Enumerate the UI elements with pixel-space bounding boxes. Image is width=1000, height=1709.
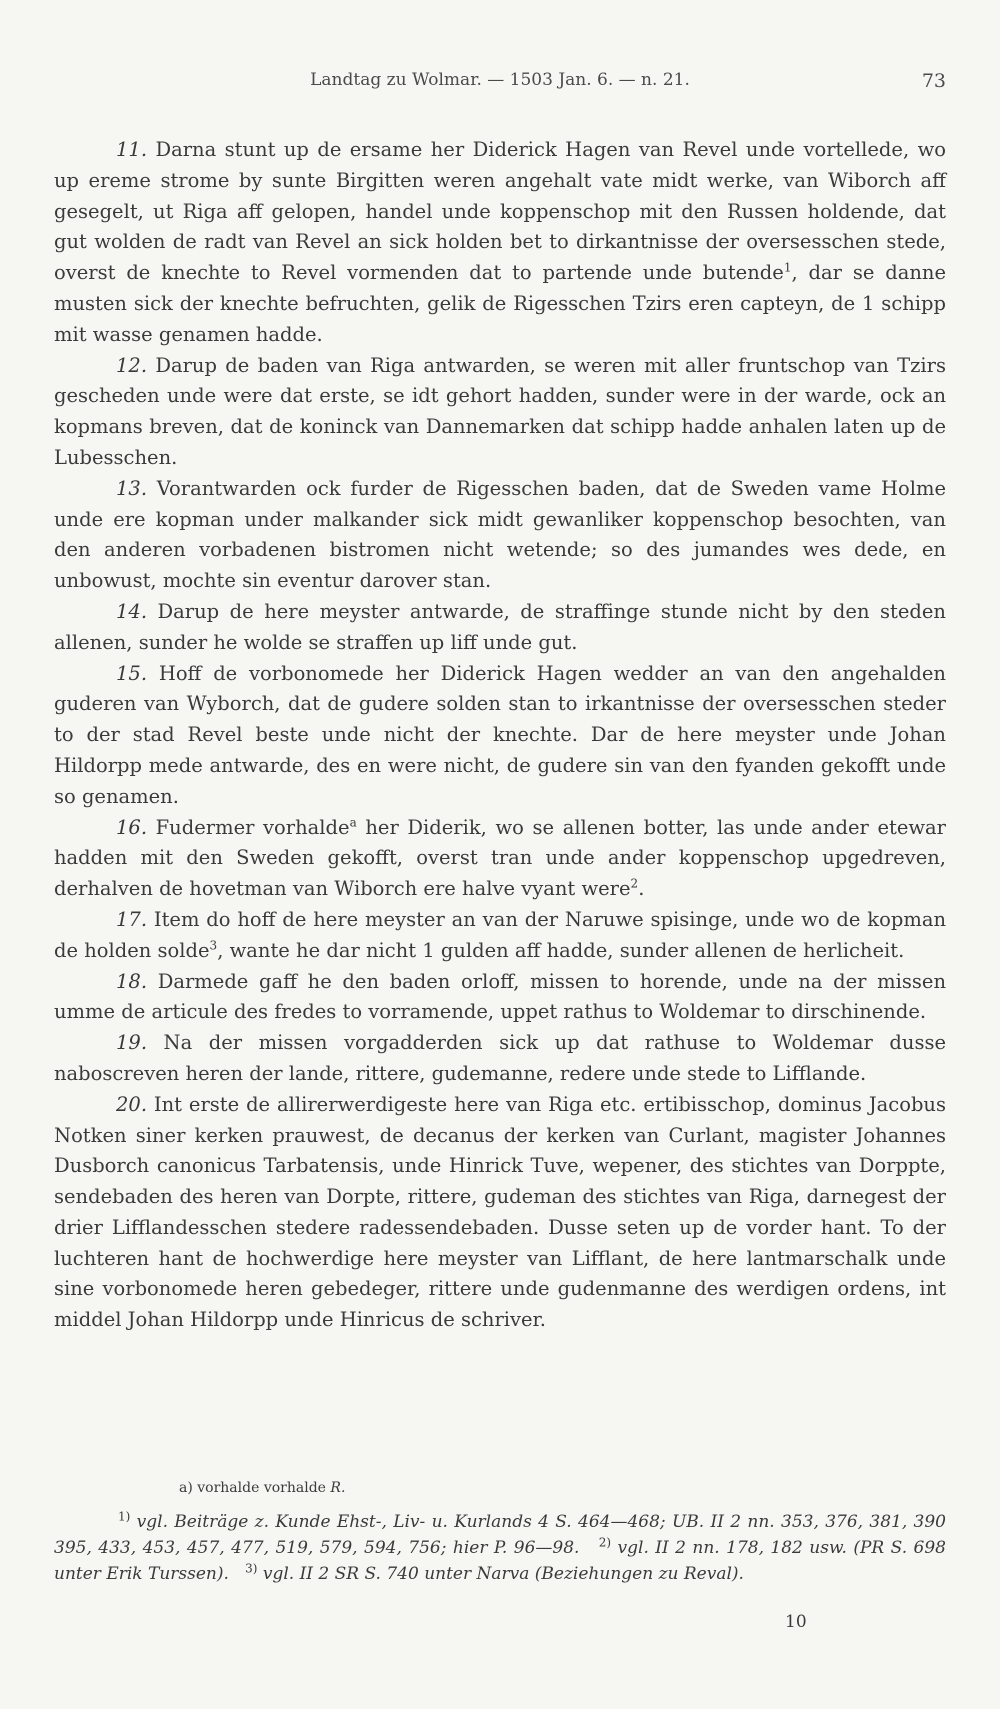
paragraph-number: 12. (116, 353, 148, 377)
paragraph-number: 14. (116, 599, 148, 623)
paragraph-text: Darup de baden van Riga antwarden, se weren mit aller fruntschop van Tzirs gescheden unde were dat erste, se idt gehort hadden, sunder were in der warde, ock an kopmans breven, dat de koninck van Dannemarken dat schipp hadde anhalen laten up de Lubesschen. (54, 353, 946, 469)
paragraph-number: 11. (116, 138, 148, 161)
apparatus-note-a (54, 1475, 946, 1501)
paragraph-13 (54, 474, 946, 597)
running-title: Landtag zu Wolmar. — 1503 Jan. 6. — n. 21. (310, 70, 690, 90)
page-header (54, 70, 946, 100)
footnote-3-text: vgl. II 2 SR S. 740 unter Narva (Beziehungen zu Reval). (262, 1564, 744, 1584)
paragraph-text: Int erste de allirerwerdigeste here van Riga etc. ertibisschop, dominus Jacobus Notken siner kerken prauwest, de decanus der kerken van Curlant, magister Johannes Dusborch canonicus Tarbatensis, unde Hinrick Tuve, wepener, des stichtes van Dorppte, sendebaden des heren van Dorpte, rittere, gudeman des stichtes van Riga, darnegest der drier Lifflandesschen stedere radessendebaden. Dusse seten up de vorder hant. To der luchteren hant de hochwerdige here meyster van Lifflant, de here lantmarschalk unde sine vorbonomede heren gebedeger, rittere unde gudenmanne des werdigen ordens, int middel Johan Hildorpp unde Hinricus de schriver. (54, 1092, 946, 1332)
footnote-1-text: vgl. Beiträge z. Kunde Ehst-, Liv- u. Kurlands 4 S. 464—468; UB. II 2 nn. 353, 376, 381, 390 395, 433, 453, 457, 477, 519, 579, 594, 756; hier P. 96—98. (54, 1512, 947, 1558)
page-number: 73 (921, 70, 946, 92)
paragraph-17 (54, 905, 946, 967)
sheet-number: 10 (785, 1612, 807, 1632)
footnote-3-mark: 3) (245, 1561, 258, 1576)
apparatus-siglum: R. (330, 1480, 346, 1496)
paragraph-20 (54, 1090, 946, 1336)
footnote-ref: 3 (209, 938, 218, 953)
paragraph-text: Fudermer vorhalde (155, 815, 350, 839)
paragraph-text: Darmede gaff he den baden orloff, missen to horende, unde na der missen umme de articule des fredes to vorramende, uppet rathus to Woldemar to dirschinende. (54, 969, 946, 1024)
paragraph-number: 18. (116, 969, 148, 993)
paragraph-text: her Diderik, wo se allenen botter, las unde ander etewar hadden mit den Sweden gekofft, overst tran unde ander koppenschop upgedreven, derhalven de hovetman van Wiborch ere halve vyant were (54, 815, 946, 901)
footnote-ref: 1 (783, 260, 792, 275)
paragraph-14 (54, 597, 946, 659)
paragraph-number: 17. (116, 907, 148, 931)
paragraph-15 (54, 659, 946, 813)
paragraph-text: Darna stunt up de ersame her Diderick Hagen van Revel unde vortellede, wo up ereme strome by sunte Birgitten weren angehalt vate midt werke, van Wiborch aff gesegelt, ut Riga aff gelopen, handel unde koppenschop mit den Russen holdende, dat gut wolden de radt van Revel an sick holden bet to dirkantnisse der oversesschen stede, overst de knechte to Revel vormenden dat to partende unde butende (54, 138, 946, 285)
paragraph-text: . (638, 877, 645, 901)
paragraph-text: Item do hoff de here meyster an van der Naruwe spisinge, unde wo de kopman de holden solde (54, 907, 947, 962)
paragraph-text: , dar se danne musten sick der knechte befruchten, gelik de Rigesschen Tzirs eren capteyn, de 1 schipp mit wasse genamen hadde. (54, 261, 946, 346)
footnote-2-text: vgl. II 2 nn. 178, 182 usw. (PR S. 698 unter Erik Turssen). (54, 1538, 946, 1584)
footnotes (54, 1475, 946, 1587)
paragraph-number: 13. (116, 476, 148, 500)
paragraph-11 (54, 135, 946, 351)
apparatus-ref: a (349, 815, 357, 830)
apparatus-text: a) vorhalde vorhalde (179, 1480, 326, 1496)
paragraph-text: Vorantwarden ock furder de Rigesschen baden, dat de Sweden vame Holme unde ere kopman under malkander sick midt gewanliker koppenschop besochten, van den anderen vorbadenen bistromen nicht wetende; so des jumandes wes dede, en unbowust, mochte sin eventur darover stan. (54, 476, 946, 593)
main-text (54, 135, 946, 1336)
paragraph-number: 19. (116, 1031, 148, 1055)
footnote-1-mark: 1) (118, 1509, 131, 1524)
footnote-ref: 2 (630, 876, 639, 891)
footnote-block (54, 1509, 946, 1587)
paragraph-number: 15. (116, 661, 148, 685)
paragraph-number: 20. (116, 1092, 148, 1116)
paragraph-16 (54, 813, 946, 905)
paragraph-18 (54, 967, 946, 1029)
paragraph-text: Darup de here meyster antwarde, de straffinge stunde nicht by den steden allenen, sunder he wolde se straffen up liff unde gut. (54, 599, 946, 654)
paragraph-12 (54, 351, 946, 474)
footnote-2-mark: 2) (598, 1535, 612, 1550)
paragraph-text: Hoff de vorbonomede her Diderick Hagen wedder an van den angehalden guderen van Wyborch, dat de gudere solden stan to irkantnisse der oversesschen steder to der stad Revel beste unde nicht der knechte. Dar de here meyster unde Johan Hildorpp mede antwarde, des en were nicht, de gudere sin van den fyanden gekofft unde so genamen. (54, 661, 946, 808)
paragraph-text: , wante he dar nicht 1 gulden aff hadde, sunder allenen de herlicheit. (217, 938, 905, 962)
paragraph-number: 16. (116, 815, 148, 839)
paragraph-19 (54, 1028, 946, 1090)
paragraph-text: Na der missen vorgadderden sick up dat rathuse to Woldemar dusse naboscreven heren der lande, rittere, gudemanne, redere unde stede to Lifflande. (54, 1031, 946, 1085)
